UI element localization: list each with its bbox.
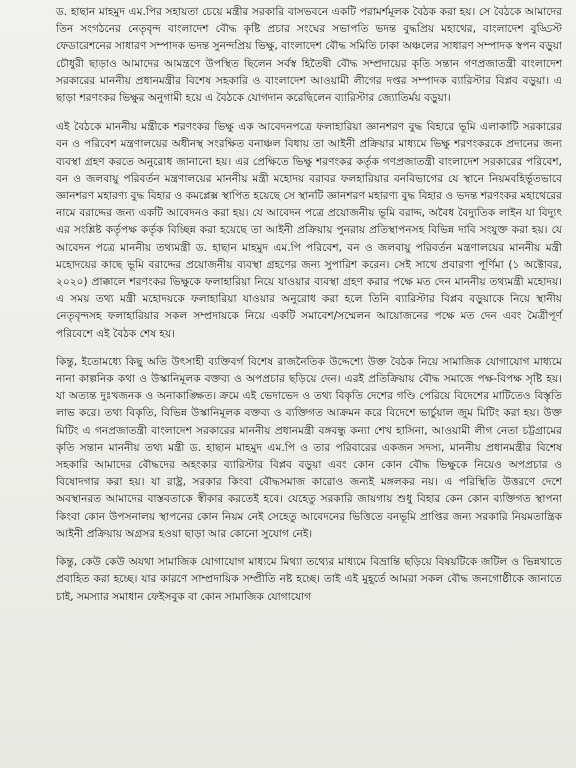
paragraph-misinformation: কিন্তু, ইতোমধ্যে কিছু অতি উৎসাহী ব্যক্তিবর্গ বিশেষ রাজনৈতিক উদ্দেশ্যে উক্ত বৈঠক নিয়ে সামাজিক যোগাযোগ মাধ্যমে নানা কাল্পনিক কথা ও উস্কানিমূলক বক্তব্য ও অপপ্রচার ছড়িয়ে দেন। এরই প্রতিক্রিয়ায় বৌদ্ধ সমাজে পক্ষ-বিপক্ষ সৃষ্টি হয়। যা অত্যন্ত দুঃখজনক ও অনাকাঙ্ক্ষিত। ক্রমে এই ভেদাভেদ ও তথ্য বিকৃতি দেশের গণ্ডি পেরিয়ে বিদেশের মাটিতেও বিস্তৃতি লাভ করে। তথ্য বিকৃতি, বিভিন্ন উস্কানিমূলক বক্তব্য ও ব্যক্তিগত আক্রমন করে বিদেশে ভার্চুয়াল জুম মিটিং করা হয়। উক্ত মিটিং এ গনপ্রজাতন্ত্রী বাংলাদেশ সরকারের মাননীয় প্রধানমন্ত্রী বঙ্গবন্ধু কন্যা শেখ হাসিনা, আওয়ামী লীগ নেতা চট্টগ্রামের কৃতি সন্তান মাননীয় তথ্য মন্ত্রী ড. হাছান মাহমুদ এম.পি ও তার পরিবারের একজন সদস্য, মাননীয় প্রধানমন্ত্রীর বিশেষ সহকারি আমাদের বৌদ্ধদের অহংকার ব্যারিস্টার বিপ্লব বড়ুয়া এবং কোন কোন বৌদ্ধ ভিক্ষুকে নিয়েও অপপ্রচার ও বিষোদগার করা হয়। যা রাষ্ট্র, সরকার কিংবা বৌদ্ধসমাজ কারোও জন্যই মঙ্গলকর নয়। এ পরিস্থিতি উত্তরণে দেশে অবস্থানরত আমাদের বাস্তবতাকে স্বীকার করতেই হবে। যেহেতু সরকারি জায়গায় শুধু বিহার কেন কোন ব্যক্তিগত স্থাপনা কিংবা কোন উপসনালয় স্থাপনের কোন নিয়ম নেই সেহেতু আবেদনের ভিত্তিতে বনভূমি প্রাপ্তির জন্য সরকারি নিয়মতান্ত্রিক আইনী প্রক্রিয়ায় অগ্রসর হওয়া ছাড়া আর কোনো সুযোগ নেই। <box>56 355 563 540</box>
paragraph-meeting-attendees: ড. হাছান মাহমুদ এম.পির সহায়তা চেয়ে মন্ত্রীর সরকারি বাসভবনে একটি পরামর্শমূলক বৈঠক করা হয়। সে বৈঠকে আমাদের তিন সংগঠনের নেতৃবৃন্দ বাংলাদেশ বৌদ্ধ কৃষ্টি প্রচার সংঘের সভাপতি ভদন্ত বুদ্ধপ্রিয় মহাথের, বাংলাদেশ বুড্ডিস্ট ফেডারেশনের সাধারণ সম্পাদক ভদন্ত সুনন্দপ্রিয় ভিক্ষু, বাংলাদেশ বৌদ্ধ সমিতি ঢাকা অঞ্চলের সাধারণ সম্পাদক স্বপন বড়ুয়া চৌধুরী ছাড়াও আমাদের আমন্ত্রণে উপস্থিত ছিলেন সর্বস্ব হিতৈষী বৌদ্ধ সম্প্রদায়ের কৃতি সন্তান গণপ্রজাতন্ত্রী বাংলাদেশ সরকারের মাননীয় প্রধানমন্ত্রীর বিশেষ সহকারি ও বাংলাদেশ আওয়ামী লীগের দপ্তর সম্পাদক ব্যারিস্টার বিপ্লব বড়ুয়া। এ ছাড়া শরণংকর ভিক্ষুর অনুগামী হয়ে এ বৈঠকে যোগদান করেছিলেন ব্যারিস্টার জ্যোতির্ময় বড়ুয়া। <box>56 6 562 105</box>
paragraph-application-request: এই বৈঠকে মাননীয় মন্ত্রীকে শরণংকর ভিক্ষু এক আবেদনপত্রে ফলাহারিয়া জ্ঞানশরণ বুদ্ধ বিহারে ভূমি এলাকাটি সরকারের বন ও পরিবেশ মন্ত্রণালয়ের অধীনস্থ সংরক্ষিত বনাঞ্চল বিধায় তা আইনী প্রক্রিয়ার মাধ্যমে ভিক্ষু শরণংকরকে প্রদানের জন্য ব্যবস্থা গ্রহণ করতে অনুরোধ জানানো হয়। এর প্রেক্ষিতে ভিক্ষু শরণংকর কর্তৃক গণপ্রজাতন্ত্রী বাংলাদেশ সরকারের পরিবেশ, বন ও জলবায়ু পরিবর্তন মন্ত্রণালয়ের মাননীয় মন্ত্রী মহোদয় বরাবর ফলহারিয়ার বনবিভাগের যে স্থানে নিয়মবহির্ভূতভাবে জ্ঞানশরণ মহারণ্য বুদ্ধ বিহার ও কমপ্লেক্স স্থাপিত হয়েছে সে স্থানটি জ্ঞানশরণ মহারণ্য বুদ্ধ বিহার ও ভদন্ত শরণংকর মহাথেরের নামে বরাদ্দের জন্য একটি আবেদনও করা হয়। যে আবেদন পত্রে প্রয়োজনীয় ভূমি বরাদ্দ, অবৈধ বৈদ্যুতিক লাইন যা বিদ্যুৎ এর সংশ্লিষ্ট কর্তৃপক্ষ কর্তৃক বিচ্ছিন্ন করা হয়েছে তা আইনী প্রক্রিয়ায় পুনরায় প্রতিস্থাপনসহ বিভিন্ন দাবি সংযুক্ত করা হয়। যে আবেদন পত্রে মাননীয় তথ্যমন্ত্রী ড. হাছান মাহমুদ এম.পি পরিবেশ, বন ও জলবায়ু পরিবর্তন মন্ত্রণালয়ের মাননীয় মন্ত্রী মহোদয়ের কাছে ভূমি বরাদ্দের প্রয়োজনীয় ব্যবস্থা গ্রহণের জন্য সুপারিশ করেন। সেই সাথে প্রবারণা পূর্ণিমা (১ অক্টোবর, ২০২০) প্রাক্কালে শরণংকর ভিক্ষুকে ফলাহারিয়া নিয়ে যাওয়ার ব্যবস্থা গ্রহণ করার পক্ষে মত দেন মাননীয় তথ্যমন্ত্রী মহোদয়। এ সময় তথ্য মন্ত্রী মহোদয়কে ফলাহারিয়া যাওয়ার অনুরোধ করা হলে তিনি ব্যারিস্টার বিপ্লব বড়ুয়াকে নিয়ে স্থানীয় নেতৃবৃন্দসহ ফলাহারিয়ার সকল সম্প্রদায়কে নিয়ে একটি সমাবেশ/সম্মেলন আয়োজনের পক্ষে মত দেন এবং মৈত্রীপূর্ণ পরিবেশে এই বৈঠক শেষ হয়। <box>56 121 562 340</box>
paragraph-social-media-appeal: কিন্তু, কেউ কেউ অযথা সামাজিক যোগাযোগ মাধ্যমে মিথ্যা তথ্যের মাধ্যমে বিভ্রান্তি ছড়িয়ে বিষয়টিকে জটিল ও ভিন্নখাতে প্রবাহিত করা হচ্ছে। যার কারণে সাম্প্রদায়িক সম্প্রীতি নষ্ট হচ্ছে। তাই এই মুহূর্তে আমরা সকল বৌদ্ধ জনগোষ্ঠীকে জানাতে চাই, সমস্যার সমাধান ফেইসবুক বা কোন সামাজিক যোগাযোগ <box>56 556 562 603</box>
